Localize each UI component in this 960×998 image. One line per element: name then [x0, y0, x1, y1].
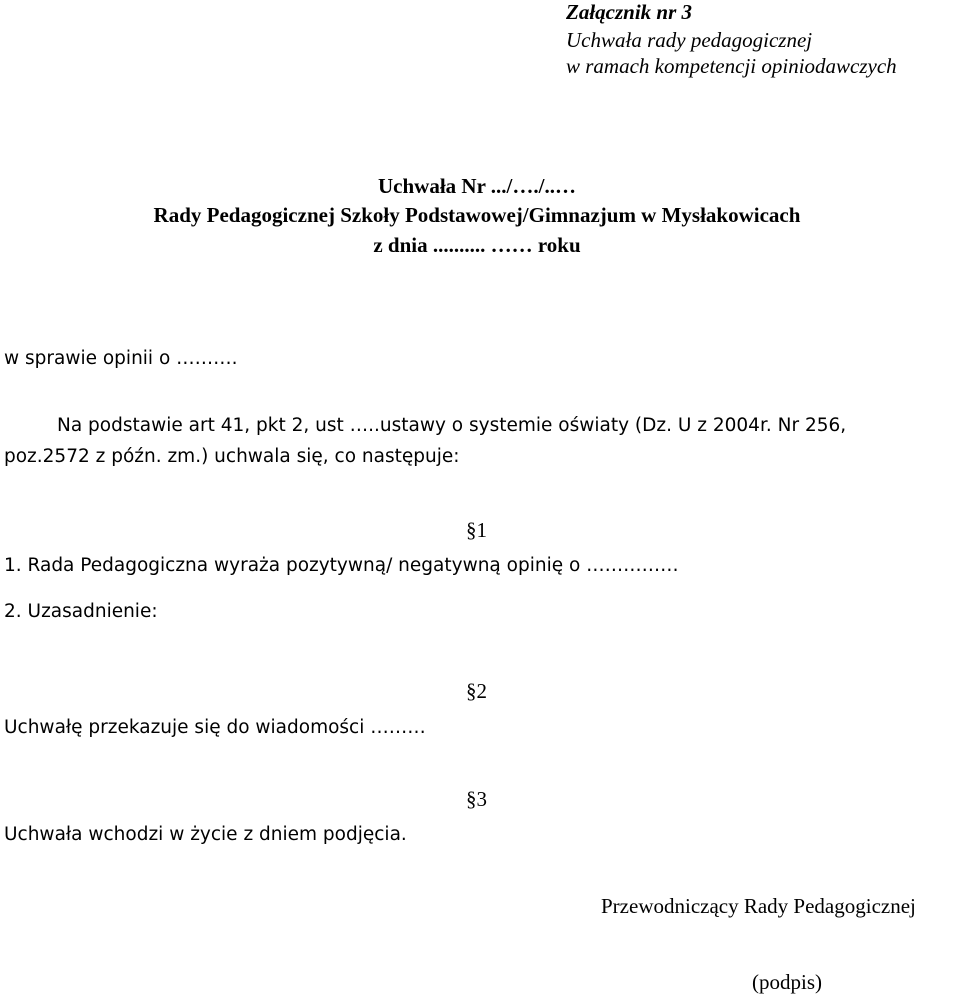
section-mark-2: §2: [466, 679, 487, 703]
section-2-item-1: Uchwałę przekazuje się do wiadomości ………: [4, 716, 426, 738]
resolution-number: Uchwała Nr .../…./..…: [378, 174, 576, 198]
signature-label: (podpis): [752, 970, 822, 994]
annex-subtitle-line1: Uchwała rady pedagogicznej: [566, 28, 813, 52]
resolution-date: z dnia .......... …… roku: [373, 233, 581, 257]
annex-subtitle-line2: w ramach kompetencji opiniodawczych: [566, 54, 897, 78]
resolution-subject: w sprawie opinii o ……….: [4, 347, 238, 369]
section-3-item-1: Uchwała wchodzi w życie z dniem podjęcia.: [4, 823, 407, 845]
section-1-item-1: 1. Rada Pedagogiczna wyraża pozytywną/ negatywną opinię o ……………: [4, 554, 679, 576]
annex-title: Załącznik nr 3: [566, 0, 693, 24]
preamble-line2: poz.2572 z późn. zm.) uchwala się, co następuje:: [4, 445, 460, 467]
section-mark-3: §3: [466, 787, 487, 811]
signature-title: Przewodniczący Rady Pedagogicznej: [601, 894, 916, 918]
section-1-item-2: 2. Uzasadnienie:: [4, 600, 158, 622]
preamble-line1: Na podstawie art 41, pkt 2, ust …..ustawy o systemie oświaty (Dz. U z 2004r. Nr 256,: [57, 414, 847, 436]
section-mark-1: §1: [466, 518, 487, 542]
resolution-body-name: Rady Pedagogicznej Szkoły Podstawowej/Gimnazjum w Mysłakowicach: [153, 203, 801, 227]
